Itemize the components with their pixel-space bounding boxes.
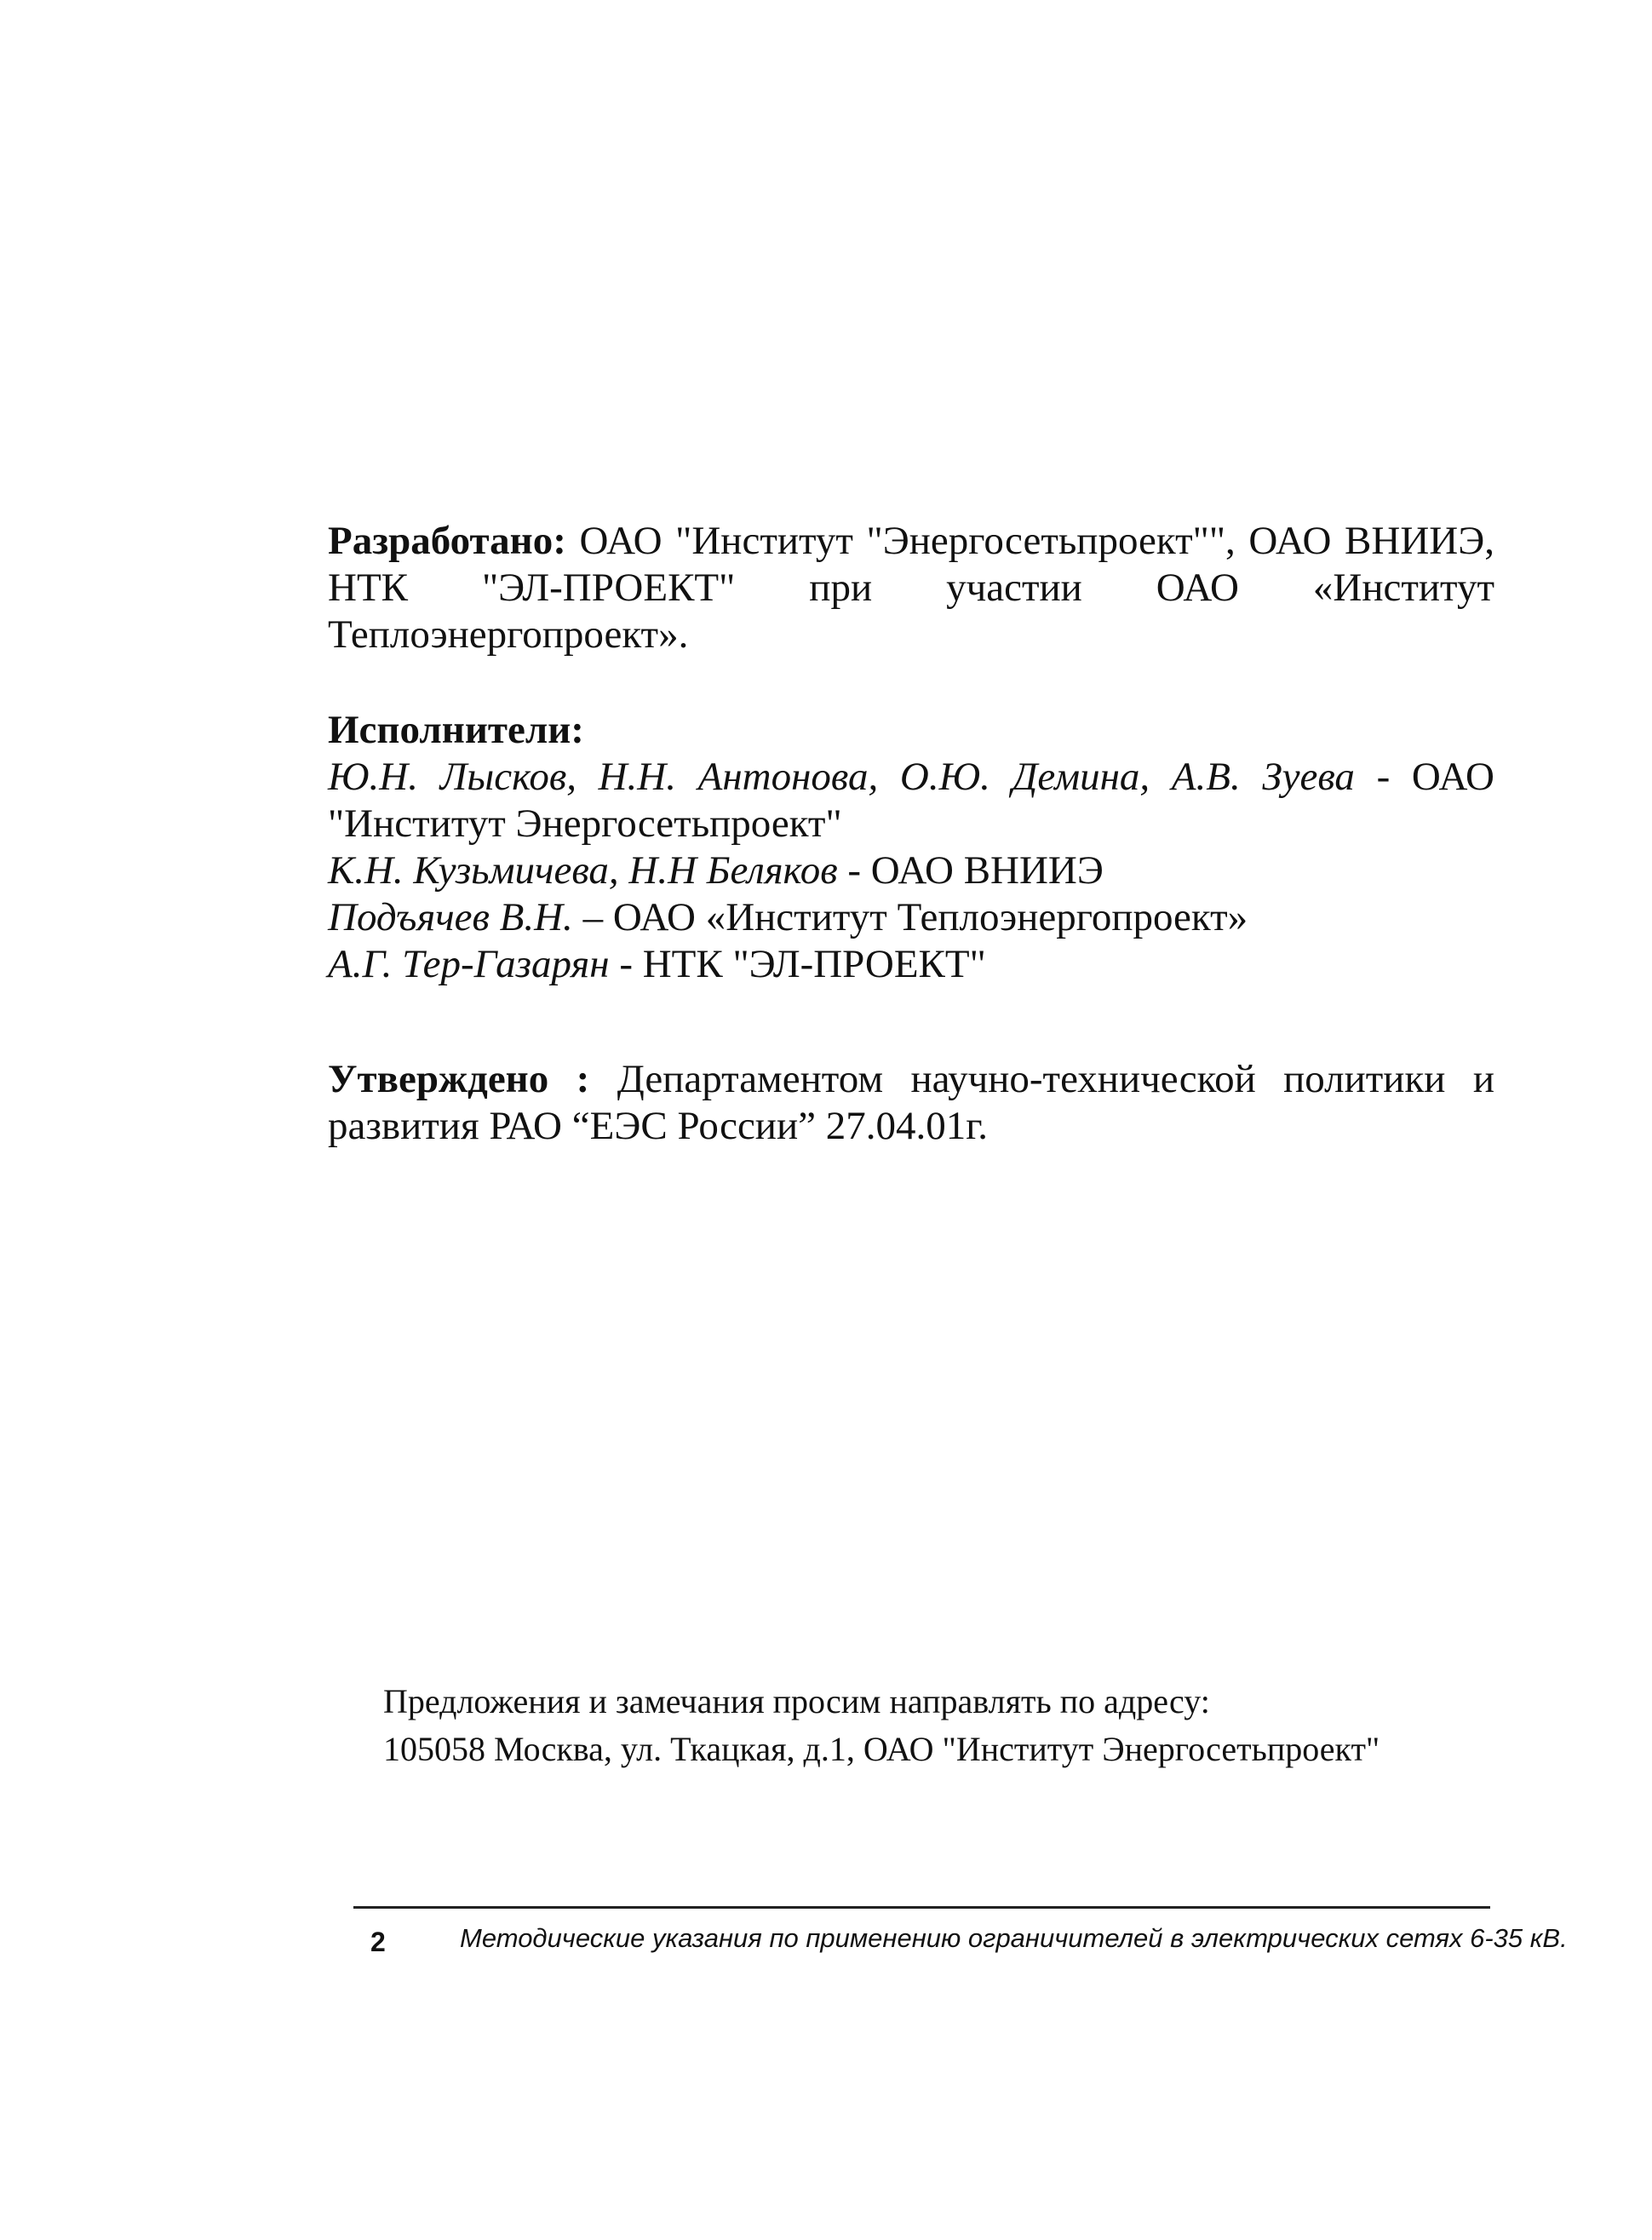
performer-org: - ОАО "Институт Энергосетьпроект": [328, 755, 1494, 846]
performer-names: Ю.Н. Лысков, Н.Н. Антонова, О.Ю. Демина, А.В. Зуева: [328, 755, 1355, 799]
footer-divider: [353, 1906, 1490, 1909]
performer-entry: [328, 941, 1494, 988]
performer-entry: [328, 754, 1494, 847]
performer-names: К.Н. Кузьмичева, Н.Н Беляков: [328, 848, 838, 893]
performers-section: [328, 707, 1494, 988]
developed-text: ОАО "Институт "Энергосетьпроект"", ОАО ВНИИЭ, НТК "ЭЛ-ПРОЕКТ" при участии ОАО «Институт Теплоэнергопроект».: [328, 519, 1494, 657]
contact-address: 105058 Москва, ул. Ткацкая, д.1, ОАО "Институт Энергосетьпроект": [383, 1730, 1380, 1768]
performer-entry: [328, 847, 1494, 894]
performers-label: Исполнители:: [328, 708, 584, 752]
contact-line: Предложения и замечания просим направлять по адресу:: [383, 1682, 1210, 1720]
approved-paragraph: [328, 1056, 1494, 1150]
performer-org: - НТК "ЭЛ-ПРОЕКТ": [619, 942, 986, 986]
page-number: 2: [370, 1927, 386, 1957]
performer-entry: [328, 894, 1494, 941]
performer-names: А.Г. Тер-Газарян: [328, 942, 610, 986]
approved-section: [328, 1056, 1494, 1150]
performer-names: Подъячев В.Н.: [328, 895, 573, 939]
contact-section: [383, 1678, 1490, 1773]
developed-label: Разработано:: [328, 519, 566, 563]
footer-title: Методические указания по применению ограничителей в электрических сетях 6-35 кВ.: [460, 1923, 1568, 1953]
developed-section: [328, 518, 1494, 658]
developed-paragraph: [328, 518, 1494, 658]
approved-text: Департаментом научно-технической политики и развития РАО “ЕЭС России” 27.04.01г.: [328, 1057, 1494, 1148]
performer-org: – ОАО «Институт Теплоэнергопроект»: [582, 895, 1248, 939]
performer-org: - ОАО ВНИИЭ: [847, 848, 1104, 893]
approved-label: Утверждено :: [328, 1057, 590, 1101]
